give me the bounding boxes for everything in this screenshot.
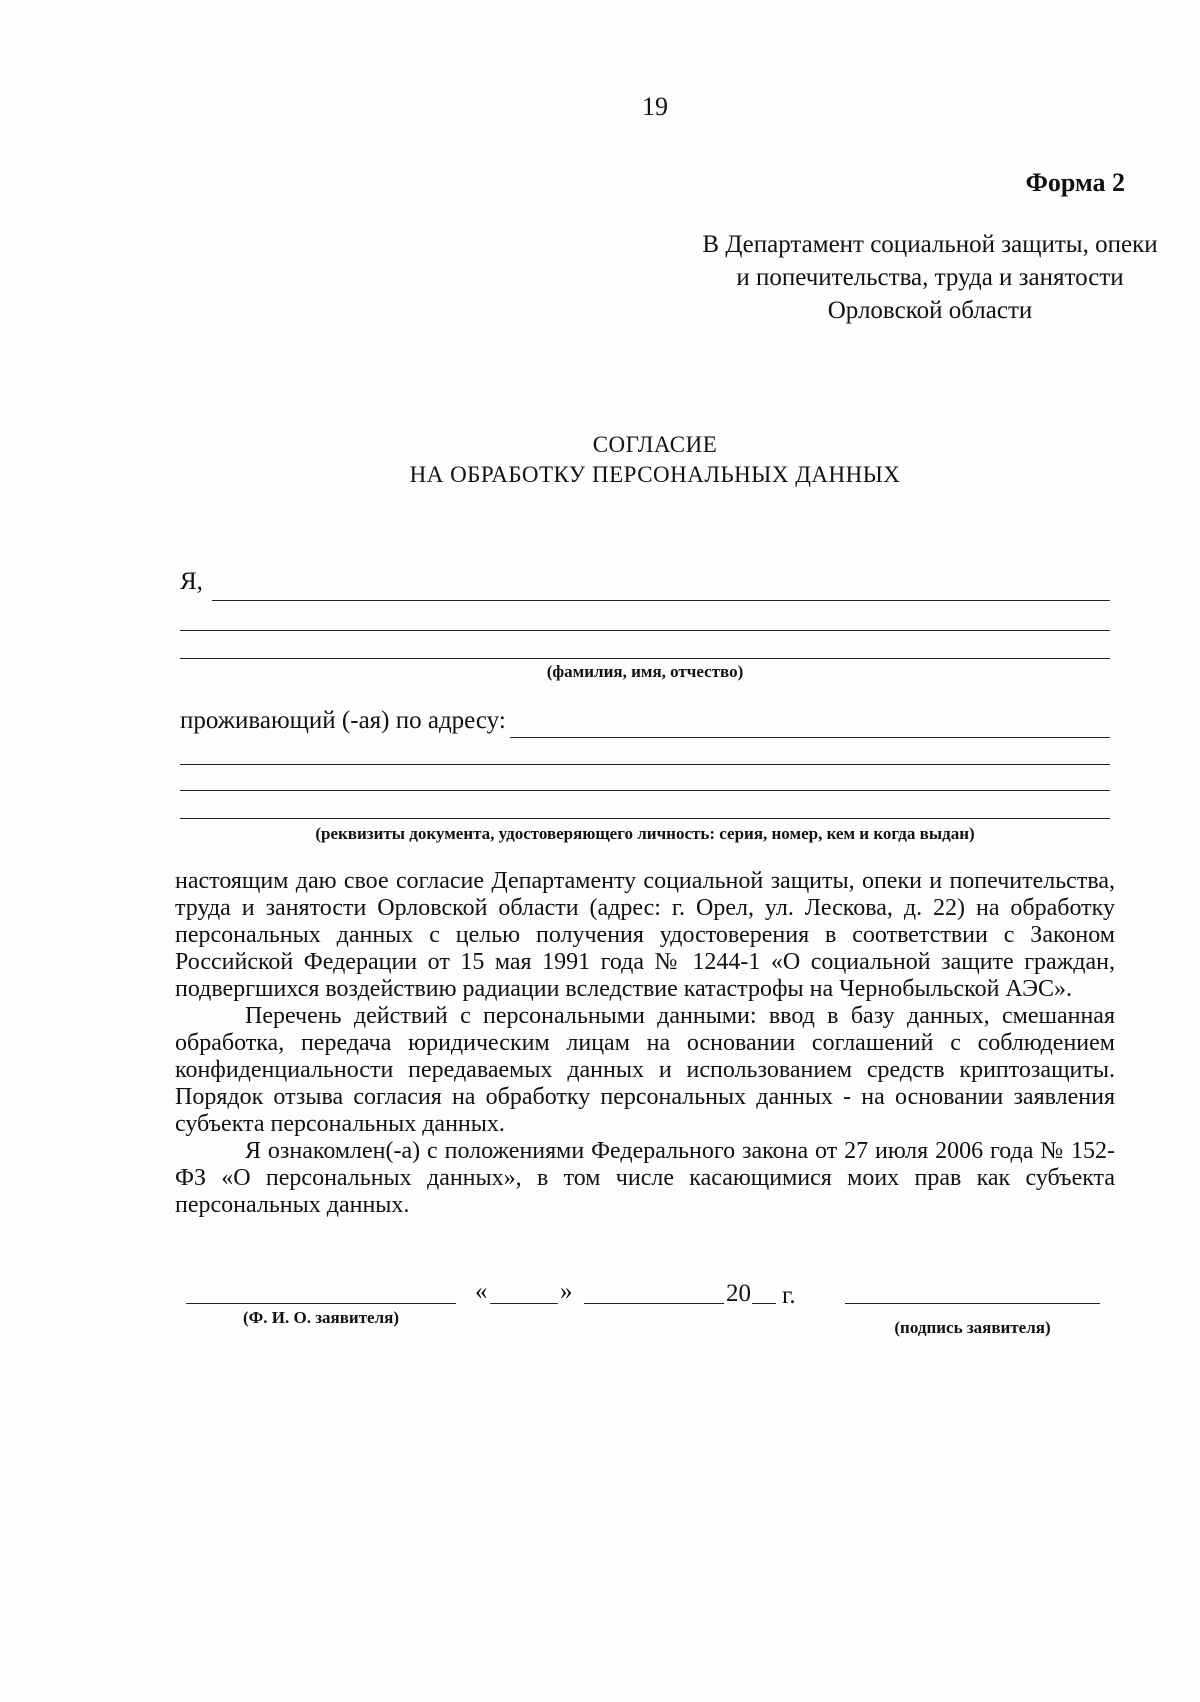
addressee-line-3: Орловской области bbox=[827, 297, 1033, 324]
addressee-block bbox=[700, 228, 1160, 327]
date-day-line[interactable] bbox=[490, 1303, 558, 1304]
date-year-prefix: 20 bbox=[726, 1280, 751, 1307]
fio-caption: (Ф. И. О. заявителя) bbox=[242, 1308, 399, 1327]
signature-caption: (подпись заявителя) bbox=[894, 1318, 1051, 1337]
name-field-line-3[interactable] bbox=[180, 658, 1110, 659]
name-prefix: Я, bbox=[180, 568, 203, 595]
date-year-suffix: г. bbox=[782, 1282, 796, 1309]
addressee-line-2: и попечительства, труда и занятости bbox=[736, 264, 1124, 291]
date-quote-open: « bbox=[475, 1278, 488, 1305]
document-field-line[interactable] bbox=[180, 818, 1110, 819]
consent-body bbox=[175, 868, 1115, 1219]
address-field-line-2[interactable] bbox=[180, 764, 1110, 765]
form-label: Форма 2 bbox=[1025, 168, 1125, 197]
title-line-2: НА ОБРАБОТКУ ПЕРСОНАЛЬНЫХ ДАННЫХ bbox=[409, 462, 901, 487]
address-field-line-1[interactable] bbox=[510, 737, 1110, 738]
document-title bbox=[0, 430, 1200, 490]
address-label: проживающий (-ая) по адресу: bbox=[180, 707, 506, 734]
consent-paragraph-3: Я ознакомлен(-а) с положениями Федерального закона от 27 июля 2006 года № 152-ФЗ «О персональных данных», в том числе касающимися моих прав как субъекта персональных данных. bbox=[175, 1138, 1115, 1218]
name-caption: (фамилия, имя, отчество) bbox=[546, 662, 744, 681]
document-caption: (реквизиты документа, удостоверяющего личность: серия, номер, кем и когда выдан) bbox=[315, 824, 975, 843]
date-quote-close: » bbox=[560, 1278, 573, 1305]
address-field-line-3[interactable] bbox=[180, 790, 1110, 791]
date-month-line[interactable] bbox=[584, 1303, 724, 1304]
title-line-1: СОГЛАСИЕ bbox=[592, 432, 718, 457]
name-field-line-2[interactable] bbox=[180, 630, 1110, 631]
applicant-signature-line[interactable] bbox=[845, 1303, 1100, 1304]
date-year-line[interactable] bbox=[752, 1303, 776, 1304]
fio-signature-line[interactable] bbox=[186, 1303, 456, 1304]
consent-paragraph-2: Перечень действий с персональными данными: ввод в базу данных, смешанная обработка, передача юридическим лицам на основании соглашений с соблюдением конфиденциальности передаваемых данных и использованием средств криптозащиты. Порядок отзыва согласия на обработку персональных данных - на основании заявления субъекта персональных данных. bbox=[175, 1003, 1115, 1137]
page-number: 19 bbox=[642, 92, 668, 121]
name-field-line-1[interactable] bbox=[212, 600, 1110, 601]
addressee-line-1: В Департамент социальной защиты, опеки bbox=[702, 231, 1158, 258]
consent-paragraph-1: настоящим даю свое согласие Департаменту социальной защиты, опеки и попечительства, труда и занятости Орловской области (адрес: г. Орел, ул. Лескова, д. 22) на обработку персональных данных с целью получения удостоверения в соответствии с Законом Российской Федерации от 15 мая 1991 года № 1244-1 «О социальной защите граждан, подвергшихся воздействию радиации вследствие катастрофы на Чернобыльской АЭС». bbox=[175, 868, 1115, 1002]
